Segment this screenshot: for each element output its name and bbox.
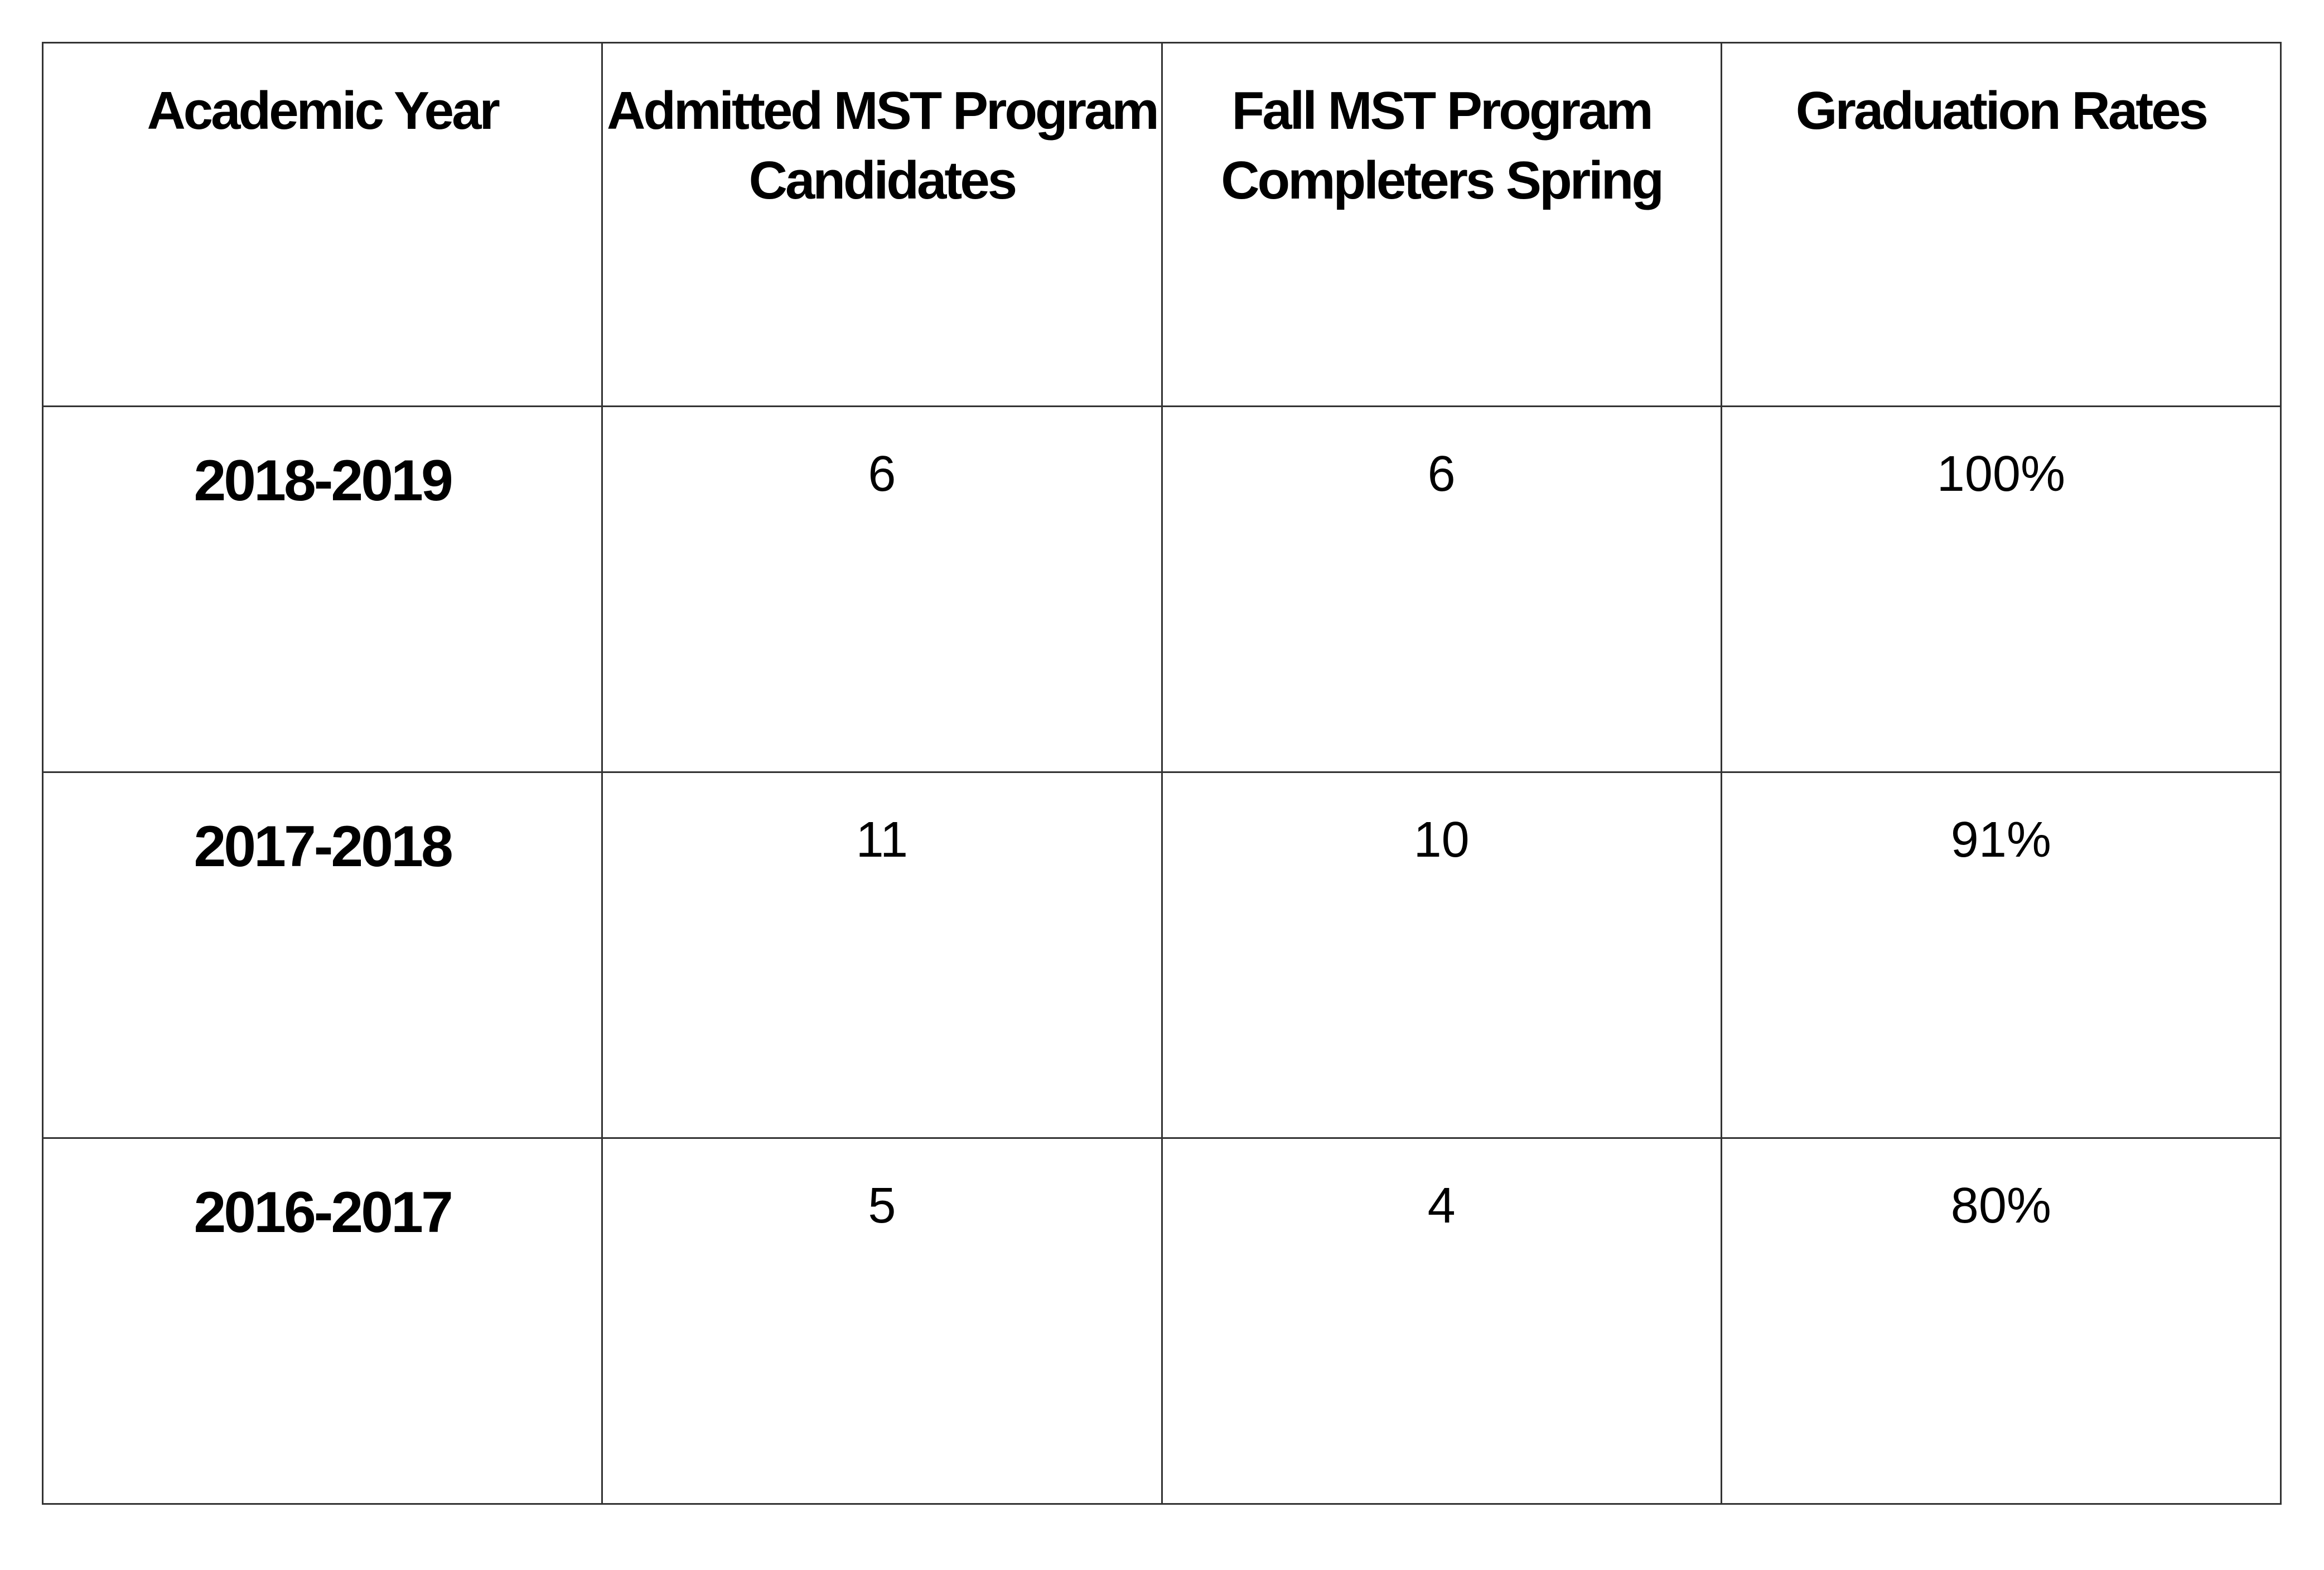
cell-program-completers: 10 xyxy=(1162,772,1721,1138)
header-graduation-rates: Graduation Rates xyxy=(1721,43,2280,407)
cell-program-completers: 6 xyxy=(1162,407,1721,772)
table-header-row xyxy=(43,43,2281,407)
cell-academic-year: 2017-2018 xyxy=(43,772,602,1138)
table-row xyxy=(43,772,2281,1138)
table-row xyxy=(43,1138,2281,1504)
header-program-completers: Fall MST Program Completers Spring xyxy=(1162,43,1721,407)
graduation-table xyxy=(42,42,2282,1505)
cell-academic-year: 2016-2017 xyxy=(43,1138,602,1504)
cell-graduation-rate: 80% xyxy=(1721,1138,2280,1504)
header-academic-year: Academic Year xyxy=(43,43,602,407)
header-admitted-candidates: Admitted MST Program Candidates xyxy=(602,43,1162,407)
cell-graduation-rate: 100% xyxy=(1721,407,2280,772)
table-row xyxy=(43,407,2281,772)
cell-program-completers: 4 xyxy=(1162,1138,1721,1504)
data-table-container xyxy=(42,42,2282,1503)
cell-admitted-candidates: 5 xyxy=(602,1138,1162,1504)
cell-admitted-candidates: 6 xyxy=(602,407,1162,772)
cell-admitted-candidates: 11 xyxy=(602,772,1162,1138)
cell-graduation-rate: 91% xyxy=(1721,772,2280,1138)
cell-academic-year: 2018-2019 xyxy=(43,407,602,772)
